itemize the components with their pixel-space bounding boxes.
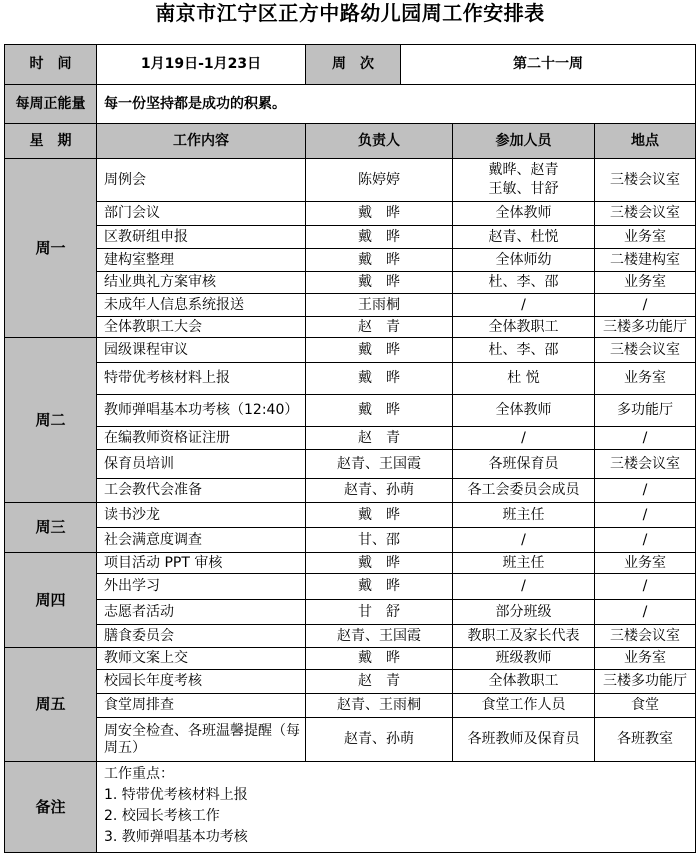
owner-cell: 戴 晔 [306, 338, 453, 363]
notes-line: 工作重点： [104, 766, 174, 782]
task-cell: 未成年人信息系统报送 [97, 294, 306, 317]
table-row [5, 450, 696, 479]
time-label: 时 间 [5, 45, 97, 85]
table-row [5, 226, 696, 249]
location-cell: 食堂 [595, 694, 696, 718]
table-row [5, 718, 696, 762]
location-cell: / [595, 574, 696, 600]
participants-cell: 食堂工作人员 [453, 694, 595, 718]
owner-cell: 戴 晔 [306, 363, 453, 395]
participants-cell: 班主任 [453, 503, 595, 528]
task-cell: 园级课程审议 [97, 338, 306, 363]
owner-cell: 戴 晔 [306, 202, 453, 226]
task-cell: 建构室整理 [97, 249, 306, 272]
owner-cell: 陈婷婷 [306, 159, 453, 202]
motto-row [5, 85, 696, 125]
table-row [5, 159, 696, 202]
task-cell: 社会满意度调查 [97, 528, 306, 553]
participants-cell: 教职工及家长代表 [453, 625, 595, 648]
owner-cell: 赵青、王雨桐 [306, 694, 453, 718]
table-row [5, 574, 696, 600]
notes-line: 2. 校园长考核工作 [104, 808, 220, 824]
owner-cell: 戴 晔 [306, 553, 453, 574]
participants-line: 王敏、甘舒 [488, 181, 559, 197]
task-cell: 项目活动 PPT 审核 [97, 553, 306, 574]
table-row [5, 503, 696, 528]
owner-cell: 赵 青 [306, 427, 453, 450]
task-cell: 保育员培训 [97, 450, 306, 479]
task-cell: 区教研组申报 [97, 226, 306, 249]
task-cell: 膳食委员会 [97, 625, 306, 648]
participants-cell: 赵青、杜悦 [453, 226, 595, 249]
date-range: 1月19日-1月23日 [97, 45, 306, 85]
participants-cell: / [453, 294, 595, 317]
owner-cell: 戴 晔 [306, 574, 453, 600]
owner-cell: 赵青、孙萌 [306, 479, 453, 503]
table-row [5, 694, 696, 718]
column-header-row [5, 124, 696, 159]
table-row [5, 479, 696, 503]
task-cell: 周安全检查、各班温馨提醒（每周五） [97, 718, 306, 762]
week-label: 周 次 [306, 45, 401, 85]
column-header-day: 星 期 [5, 124, 97, 159]
location-cell: / [595, 528, 696, 553]
notes-content [97, 762, 696, 853]
owner-cell: 戴 晔 [306, 249, 453, 272]
time-row [5, 45, 696, 85]
table-row [5, 427, 696, 450]
owner-cell: 戴 晔 [306, 395, 453, 427]
day-label-tuesday: 周二 [5, 338, 97, 503]
page-title: 南京市江宁区正方中路幼儿园周工作安排表 [155, 1, 545, 25]
location-cell: 三楼会议室 [595, 625, 696, 648]
participants-cell: 全体教职工 [453, 317, 595, 338]
table-row [5, 202, 696, 226]
task-cell: 全体教职工大会 [97, 317, 306, 338]
task-cell: 校园长年度考核 [97, 670, 306, 694]
table-row [5, 363, 696, 395]
table-row [5, 395, 696, 427]
owner-cell: 戴 晔 [306, 272, 453, 294]
location-cell: 业务室 [595, 648, 696, 670]
task-cell: 食堂周排查 [97, 694, 306, 718]
owner-cell: 赵青、王国霞 [306, 450, 453, 479]
owner-cell: 赵青、王国霞 [306, 625, 453, 648]
location-cell: 多功能厅 [595, 395, 696, 427]
location-cell: 三楼会议室 [595, 450, 696, 479]
table-row [5, 648, 696, 670]
owner-cell: 戴 晔 [306, 503, 453, 528]
owner-cell: 赵青、孙萌 [306, 718, 453, 762]
owner-cell: 甘、邵 [306, 528, 453, 553]
table-row [5, 600, 696, 625]
participants-cell: 杜、李、邵 [453, 272, 595, 294]
task-cell: 教师文案上交 [97, 648, 306, 670]
owner-cell: 戴 晔 [306, 648, 453, 670]
participants-cell: 各班教师及保育员 [453, 718, 595, 762]
notes-row [5, 762, 696, 853]
participants-cell: 全体师幼 [453, 249, 595, 272]
table-row [5, 249, 696, 272]
participants-cell: 全体教职工 [453, 670, 595, 694]
task-cell: 特带优考核材料上报 [97, 363, 306, 395]
participants-cell: 杜 悦 [453, 363, 595, 395]
location-cell: / [595, 479, 696, 503]
task-cell: 结业典礼方案审核 [97, 272, 306, 294]
notes-line: 3. 教师弹唱基本功考核 [104, 829, 248, 845]
participants-cell: / [453, 574, 595, 600]
location-cell: 二楼建构室 [595, 249, 696, 272]
location-cell: / [595, 294, 696, 317]
participants-cell: 各工会委员会成员 [453, 479, 595, 503]
column-header-owner: 负责人 [306, 124, 453, 159]
week-value: 第二十一周 [401, 45, 696, 85]
table-row [5, 625, 696, 648]
table-row [5, 670, 696, 694]
table-row [5, 553, 696, 574]
task-cell: 外出学习 [97, 574, 306, 600]
location-cell: 三楼会议室 [595, 159, 696, 202]
participants-cell: / [453, 427, 595, 450]
owner-cell: 赵 青 [306, 670, 453, 694]
participants-cell: 部分班级 [453, 600, 595, 625]
table-row [5, 317, 696, 338]
location-cell: / [595, 600, 696, 625]
table-row [5, 294, 696, 317]
motto-text: 每一份坚持都是成功的积累。 [97, 85, 696, 125]
owner-cell: 戴 晔 [306, 226, 453, 249]
owner-cell: 赵 青 [306, 317, 453, 338]
task-cell: 工会教代会准备 [97, 479, 306, 503]
task-cell: 部门会议 [97, 202, 306, 226]
table-row [5, 272, 696, 294]
task-cell: 读书沙龙 [97, 503, 306, 528]
motto-label: 每周正能量 [5, 85, 97, 125]
location-cell: 三楼多功能厅 [595, 670, 696, 694]
participants-cell [453, 159, 595, 202]
task-cell: 在编教师资格证注册 [97, 427, 306, 450]
location-cell: 业务室 [595, 553, 696, 574]
location-cell: 业务室 [595, 226, 696, 249]
participants-cell: 杜、李、邵 [453, 338, 595, 363]
location-cell: 三楼多功能厅 [595, 317, 696, 338]
column-header-task: 工作内容 [97, 124, 306, 159]
participants-cell: 全体教师 [453, 202, 595, 226]
table-row [5, 528, 696, 553]
location-cell: 各班教室 [595, 718, 696, 762]
participants-line: 戴晔、赵青 [488, 162, 559, 178]
location-cell: / [595, 503, 696, 528]
day-label-wednesday: 周三 [5, 503, 97, 553]
task-cell: 教师弹唱基本功考核（12:40） [97, 395, 306, 427]
schedule-table [4, 123, 696, 853]
owner-cell: 甘 舒 [306, 600, 453, 625]
day-label-friday: 周五 [5, 648, 97, 762]
notes-label: 备注 [5, 762, 97, 853]
participants-cell: 全体教师 [453, 395, 595, 427]
day-label-monday: 周一 [5, 159, 97, 338]
owner-cell: 王雨桐 [306, 294, 453, 317]
table-row [5, 338, 696, 363]
day-label-thursday: 周四 [5, 553, 97, 648]
participants-cell: 各班保育员 [453, 450, 595, 479]
location-cell: 业务室 [595, 272, 696, 294]
participants-cell: 班级教师 [453, 648, 595, 670]
participants-cell: 班主任 [453, 553, 595, 574]
location-cell: 业务室 [595, 363, 696, 395]
task-cell: 志愿者活动 [97, 600, 306, 625]
location-cell: 三楼会议室 [595, 338, 696, 363]
header-table [4, 44, 696, 125]
participants-cell: / [453, 528, 595, 553]
column-header-participants: 参加人员 [453, 124, 595, 159]
task-cell: 周例会 [97, 159, 306, 202]
location-cell: 三楼会议室 [595, 202, 696, 226]
column-header-location: 地点 [595, 124, 696, 159]
location-cell: / [595, 427, 696, 450]
notes-line: 1. 特带优考核材料上报 [104, 787, 248, 803]
